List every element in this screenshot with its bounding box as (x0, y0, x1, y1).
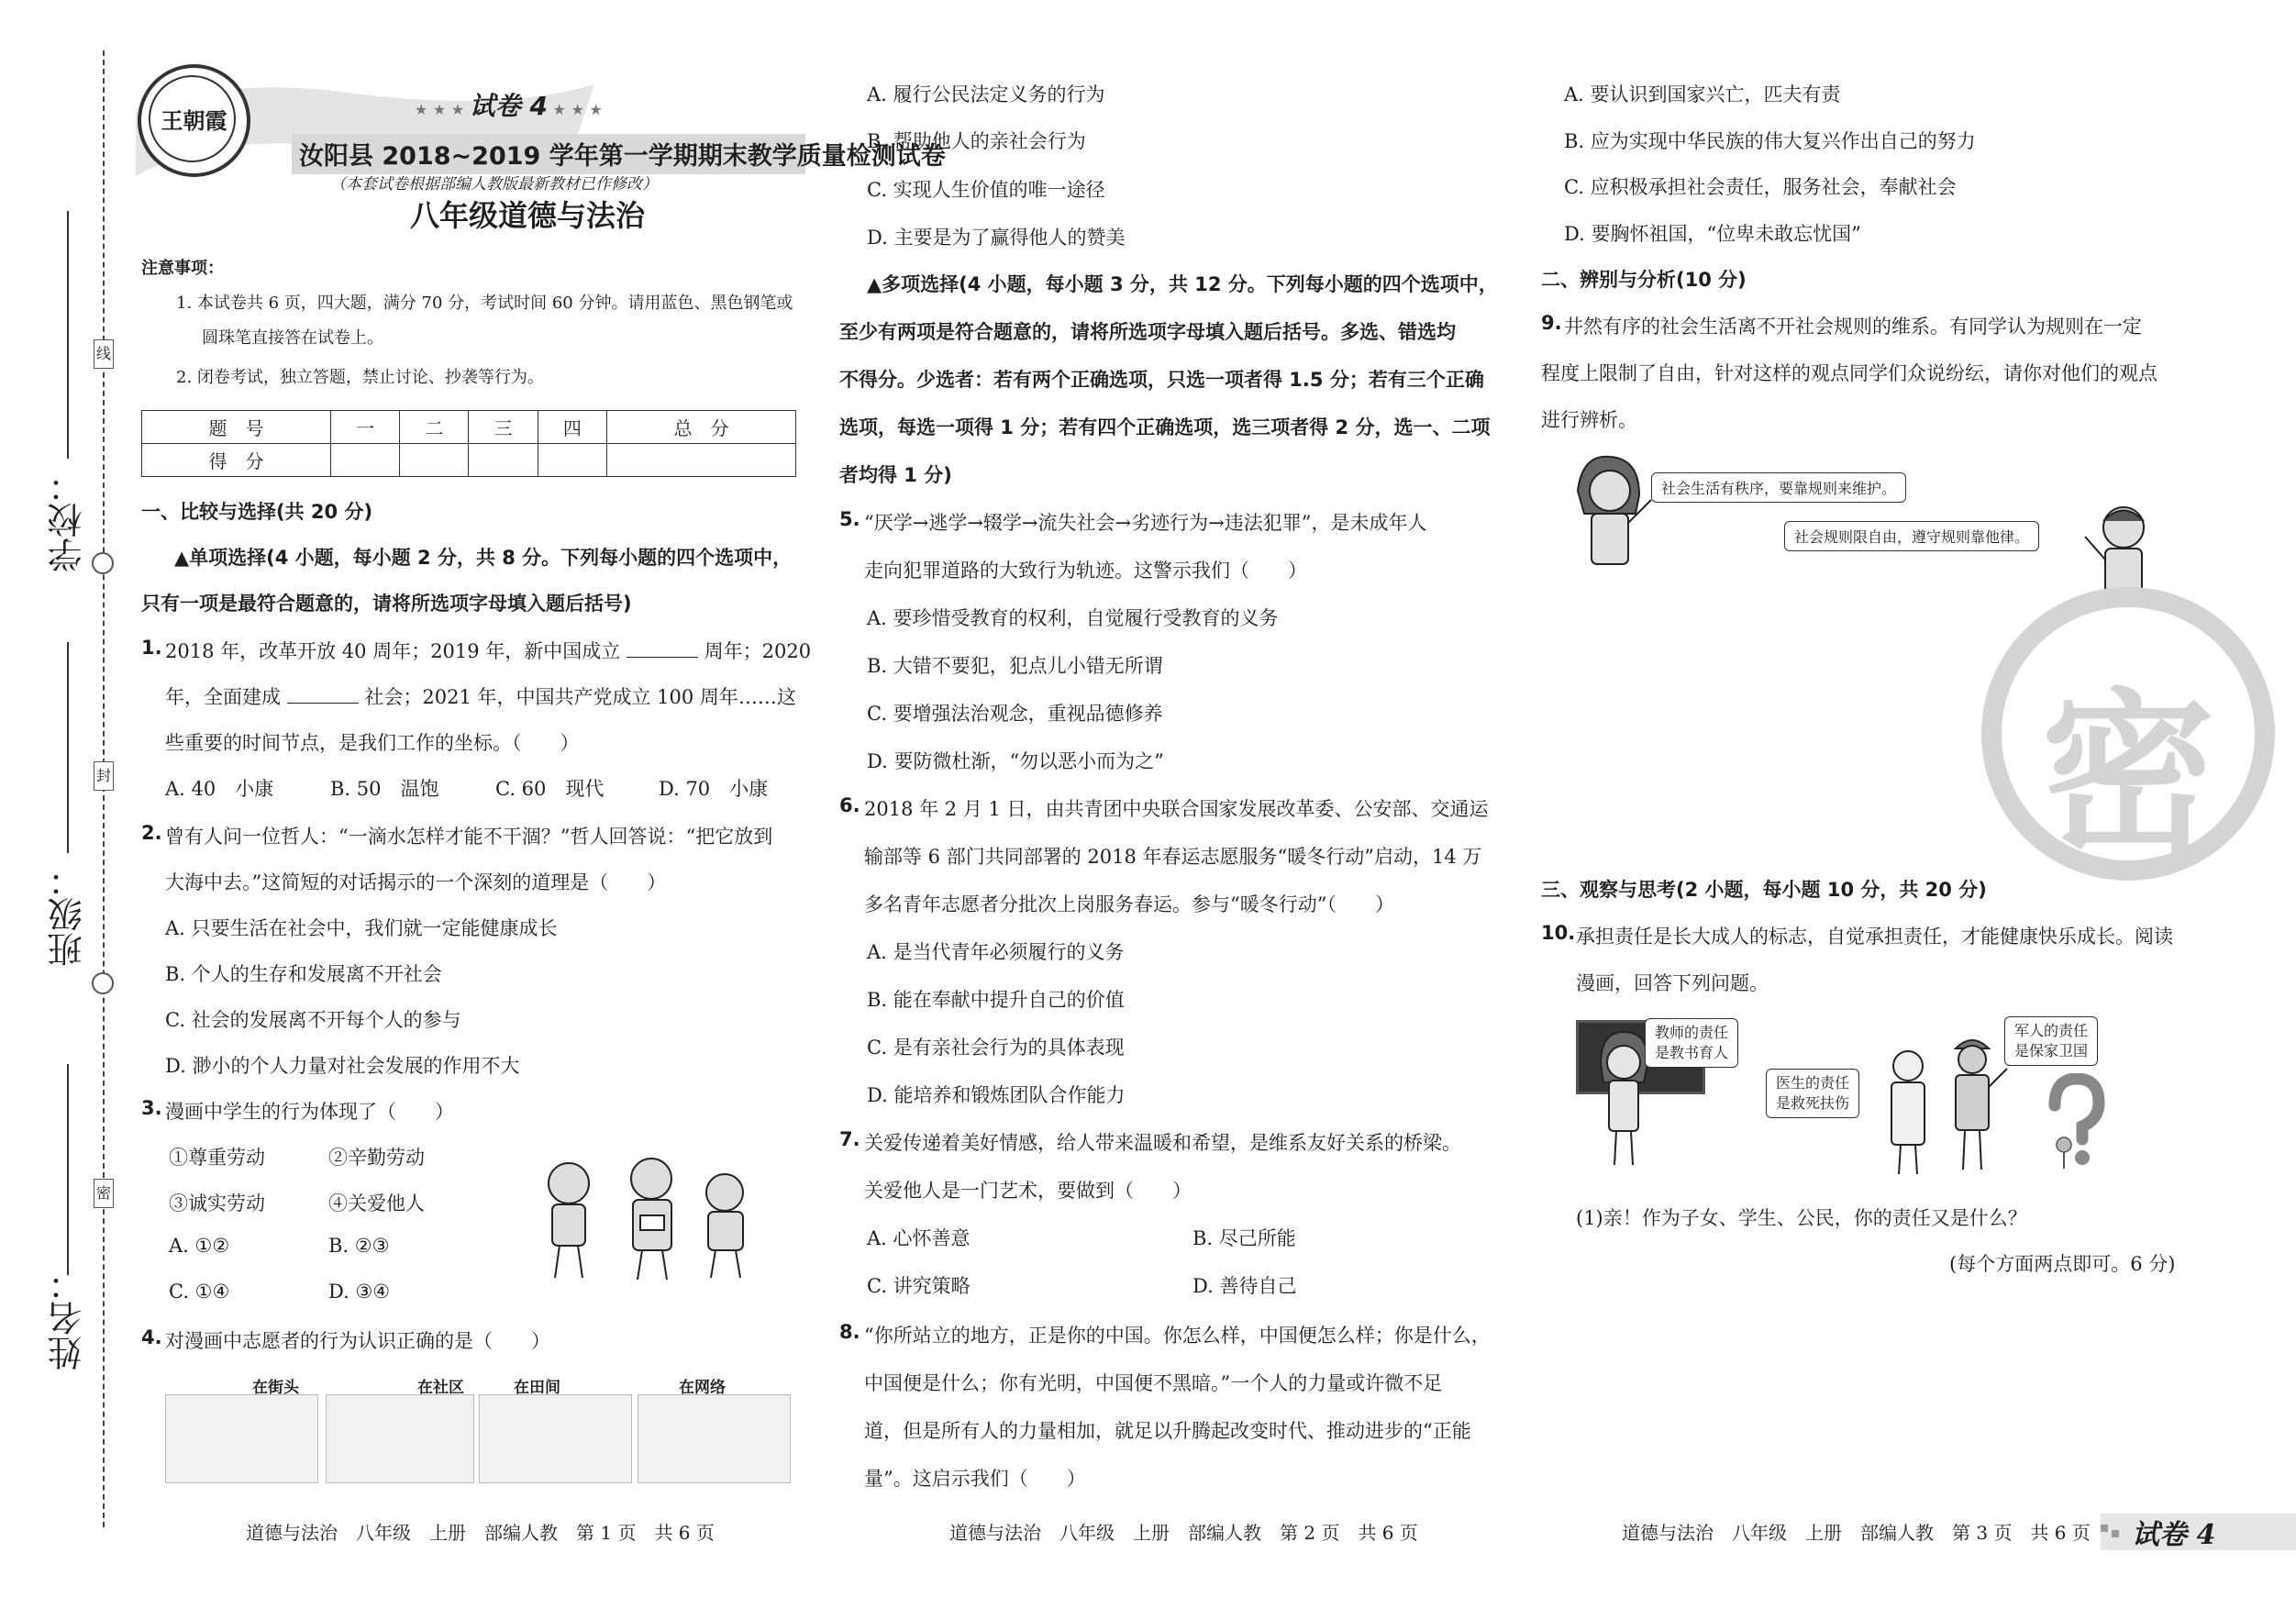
option-b[interactable]: B. 尽己所能 (1192, 1227, 1296, 1249)
option-a[interactable]: A. 只要生活在社会中，我们就一定能健康成长 (165, 917, 558, 939)
score-table (141, 410, 796, 477)
doctor-bubble: 医生的责任 是救死扶伤 (1766, 1069, 1859, 1118)
option-b[interactable]: B. 个人的生存和发展离不开社会 (165, 963, 442, 985)
school-write-line (67, 211, 69, 459)
panel-caption: 在街头 (252, 1379, 299, 1397)
score-input-cell[interactable] (331, 444, 400, 477)
score-input-cell[interactable] (400, 444, 469, 477)
question-number: 2. (141, 822, 162, 844)
answer-blank[interactable] (627, 640, 698, 658)
paper-tag (2101, 1514, 2296, 1550)
notice-heading: 注意事项： (141, 259, 224, 278)
question-text: 漫画中学生的行为体现了（ ） (165, 1101, 454, 1123)
option-a[interactable]: A. 40 小康 (165, 778, 274, 800)
option-a[interactable]: A. ①② (169, 1235, 230, 1257)
panel-caption: 在社区 (417, 1379, 464, 1397)
seal-mark-feng: 封 (94, 761, 114, 791)
single-choice-instruction: ▲单项选择(4 小题，每小题 2 分，共 8 分。下列每小题的四个选项中， (174, 547, 793, 569)
question-text: 关爱传递着美好情感，给人带来温暖和希望，是维系友好关系的桥梁。 (864, 1132, 1461, 1154)
option-b[interactable]: B. ②③ (328, 1235, 390, 1257)
brand-logo (138, 64, 250, 177)
speech-bubble: 社会生活有秩序，要靠规则来维护。 (1651, 472, 1906, 503)
boy-figure-image (2078, 495, 2160, 596)
notice-item: 2. 闭卷考试，独立答题，禁止讨论、抄袭等行为。 (176, 368, 544, 387)
question-number: 7. (839, 1128, 860, 1150)
question-text: 2018 年，改革开放 40 周年；2019 年，新中国成立 周年；2020 (165, 640, 812, 662)
cartoon-panel (479, 1394, 632, 1483)
option-b[interactable]: B. 能在奉献中提升自己的价值 (867, 989, 1125, 1011)
cartoon-panel (165, 1394, 318, 1483)
question-text: 井然有序的社会生活离不开社会规则的维系。有同学认为规则在一定 (1564, 316, 2142, 338)
question-text: 走向犯罪道路的大致行为轨迹。这警示我们（ ） (864, 560, 1307, 582)
question-text: “厌学→逃学→辍学→流失社会→劣迹行为→违法犯罪”，是未成年人 (864, 512, 1427, 534)
question-number: 9. (1541, 312, 1562, 334)
girl-figure-image (1564, 449, 1656, 569)
subject-title: 八年级道德与法治 (410, 198, 646, 233)
statement: ②辛勤劳动 (328, 1147, 425, 1169)
class-write-line (67, 642, 69, 853)
star-icon: ★ ★ ★ (547, 101, 603, 118)
stamp-text: 密 (2040, 673, 2215, 876)
option-d[interactable]: D. 善待自己 (1192, 1275, 1297, 1297)
question-text: 关爱他人是一门艺术，要做到（ ） (864, 1180, 1192, 1202)
table-header-cell: 四 (538, 411, 606, 444)
option-c[interactable]: C. 社会的发展离不开每个人的参与 (165, 1009, 461, 1031)
question-number: 8. (839, 1321, 860, 1343)
sub-question: (1)亲！作为子女、学生、公民，你的责任又是什么？ (1576, 1207, 2027, 1229)
cartoon-panel (638, 1394, 791, 1483)
paper-tag-text: 试卷 4 (2132, 1519, 2216, 1551)
score-input-cell[interactable] (606, 444, 795, 477)
question-text: 多名青年志愿者分批次上岗服务春运。参与“暖冬行动”（ ） (864, 893, 1394, 915)
statement: ④关爱他人 (328, 1192, 425, 1214)
notice-item: 1. 本试卷共 6 页，四大题，满分 70 分，考试时间 60 分钟。请用蓝色、黑色钢笔或 (176, 294, 793, 313)
question-mark-icon (2038, 1073, 2112, 1174)
confidential-stamp (1981, 587, 2275, 881)
page-footer: 道德与法治 八年级 上册 部编人教 第 1 页 共 6 页 (246, 1522, 715, 1544)
question-text: 年，全面建成 社会；2021 年，中国共产党成立 100 周年……这 (165, 686, 796, 708)
option-d[interactable]: D. 渺小的个人力量对社会发展的作用不大 (165, 1055, 520, 1077)
option-c[interactable]: C. 讲究策略 (867, 1275, 971, 1297)
question-text: 2018 年 2 月 1 日，由共青团中央联合国家发展改革委、公安部、交通运 (864, 798, 1489, 820)
section2-heading: 二、辨别与分析(10 分) (1541, 269, 1747, 291)
question-number: 6. (839, 794, 860, 816)
page-footer: 道德与法治 八年级 上册 部编人教 第 3 页 共 6 页 (1622, 1522, 2091, 1544)
score-input-cell[interactable] (538, 444, 606, 477)
option-d[interactable]: D. ③④ (328, 1281, 391, 1303)
option-a[interactable]: A. 履行公民法定义务的行为 (867, 83, 1105, 105)
option-d[interactable]: D. 要胸怀祖国，“位卑未敢忘忧国” (1564, 223, 1861, 245)
option-c[interactable]: C. 实现人生价值的唯一途径 (867, 179, 1105, 201)
question-text: 量”。这启示我们（ ） (864, 1468, 1086, 1490)
statement: ③诚实劳动 (169, 1192, 265, 1214)
answer-blank[interactable] (287, 686, 359, 704)
question-text: 漫画，回答下列问题。 (1576, 972, 1769, 994)
question-number: 5. (839, 508, 860, 530)
paper-number: ★ ★ ★ 试卷 4 ★ ★ ★ (415, 91, 603, 121)
table-header-cell: 三 (469, 411, 538, 444)
seal-mark-xian: 线 (94, 339, 114, 369)
option-c[interactable]: C. 应积极承担社会责任，服务社会，奉献社会 (1564, 176, 1957, 198)
option-b[interactable]: B. 帮助他人的亲社会行为 (867, 130, 1086, 152)
panel-caption: 在田间 (514, 1379, 560, 1397)
option-a[interactable]: A. 要珍惜受教育的权利，自觉履行受教育的义务 (867, 607, 1279, 629)
option-b[interactable]: B. 50 温饱 (330, 778, 439, 800)
class-label: 班级： (48, 862, 88, 967)
question-number: 10. (1541, 922, 1576, 944)
scoring-note: (每个方面两点即可。6 分) (1949, 1253, 2176, 1275)
question-text: 输部等 6 部门共同部署的 2018 年春运志愿服务“暖冬行动”启动，14 万 (864, 846, 1482, 868)
score-input-cell[interactable] (469, 444, 538, 477)
seal-mark-mi: 密 (94, 1179, 114, 1208)
question-text: 对漫画中志愿者的行为认识正确的是（ ） (165, 1330, 550, 1352)
question-text: 曾有人问一位哲人：“一滴水怎样才能不干涸？”哲人回答说：“把它放到 (165, 826, 773, 848)
option-d[interactable]: D. 主要是为了赢得他人的赞美 (867, 227, 1126, 249)
option-c[interactable]: C. 要增强法治观念，重视品德修养 (867, 703, 1163, 725)
option-b[interactable]: B. 大错不要犯，犯点儿小错无所谓 (867, 655, 1163, 677)
seal-circle-icon (92, 972, 114, 994)
option-a[interactable]: A. 是当代青年必须履行的义务 (867, 941, 1125, 963)
seal-circle-icon (92, 552, 114, 574)
question-number: 4. (141, 1326, 162, 1348)
question-text: 程度上限制了自由，针对这样的观点同学们众说纷纭，请你对他们的观点 (1541, 362, 2157, 384)
single-choice-instruction: 只有一项是最符合题意的，请将所选项字母填入题后括号) (141, 593, 632, 615)
school-label: 学校： (48, 468, 88, 572)
question-text: 些重要的时间节点，是我们工作的坐标。（ ） (165, 732, 580, 754)
teacher-bubble: 教师的责任 是教书育人 (1645, 1018, 1738, 1068)
star-icon: ★ ★ ★ (415, 101, 470, 118)
doctor-figure-image (1871, 1046, 1945, 1179)
q3-cartoon-image (514, 1151, 780, 1284)
option-c[interactable]: C. 60 现代 (495, 778, 605, 800)
table-header-cell: 题 号 (142, 411, 331, 444)
soldier-figure-image (1936, 1032, 2009, 1179)
notice-item: 圆珠笔直接答在试卷上。 (202, 328, 383, 348)
table-header-cell: 总 分 (606, 411, 795, 444)
option-a[interactable]: A. 要认识到国家兴亡，匹夫有责 (1564, 83, 1841, 105)
question-number: 1. (141, 637, 162, 659)
edition-note: （本套试卷根据部编人教版最新教材已作修改） (330, 175, 658, 194)
score-row-label: 得 分 (142, 444, 331, 477)
question-text: 承担责任是长大成人的标志，自觉承担责任，才能健康快乐成长。阅读 (1576, 926, 2173, 948)
table-row (142, 411, 796, 444)
question-text: 道，但是所有人的力量相加，就足以升腾起改变时代、推动进步的“正能 (864, 1420, 1471, 1442)
logo-text: 王朝霞 (161, 107, 227, 134)
question-text: 进行辨析。 (1541, 409, 1637, 431)
cartoon-panel (326, 1394, 474, 1483)
table-row (142, 444, 796, 477)
soldier-bubble: 军人的责任 是保家卫国 (2004, 1016, 2098, 1066)
table-header-cell: 二 (400, 411, 469, 444)
speech-bubble: 社会规则限自由，遵守规则靠他律。 (1784, 521, 2039, 551)
option-c[interactable]: C. ①④ (169, 1281, 230, 1303)
question-text: 中国便是什么；你有光明，中国便不黑暗。”一个人的力量或许微不足 (864, 1372, 1443, 1394)
option-c[interactable]: C. 是有亲社会行为的具体表现 (867, 1037, 1125, 1059)
section3-heading: 三、观察与思考(2 小题，每小题 10 分，共 20 分) (1541, 879, 1987, 901)
option-d[interactable]: D. 要防微杜渐，“勿以恶小而为之” (867, 750, 1164, 772)
name-label: 姓名： (48, 1266, 88, 1370)
section1-heading: 一、比较与选择(共 20 分) (141, 501, 373, 523)
question-text: “你所站立的地方，正是你的中国。你怎么样，中国便怎么样；你是什么， (864, 1325, 1491, 1347)
option-a[interactable]: A. 心怀善意 (867, 1227, 971, 1249)
page-footer: 道德与法治 八年级 上册 部编人教 第 2 页 共 6 页 (949, 1522, 1418, 1544)
option-d[interactable]: D. 能培养和锻炼团队合作能力 (867, 1084, 1126, 1106)
panel-caption: 在网络 (679, 1379, 726, 1397)
name-write-line (67, 1064, 69, 1275)
question-text: 大海中去。”这简短的对话揭示的一个深刻的道理是（ ） (165, 871, 667, 893)
option-d[interactable]: D. 70 小康 (659, 778, 769, 800)
option-b[interactable]: B. 应为实现中华民族的伟大复兴作出自己的努力 (1564, 130, 1976, 152)
exam-title: 汝阳县 2018~2019 学年第一学期期末教学质量检测试卷 (299, 142, 946, 171)
statement: ①尊重劳动 (169, 1147, 265, 1169)
table-header-cell: 一 (331, 411, 400, 444)
question-number: 3. (141, 1097, 162, 1119)
